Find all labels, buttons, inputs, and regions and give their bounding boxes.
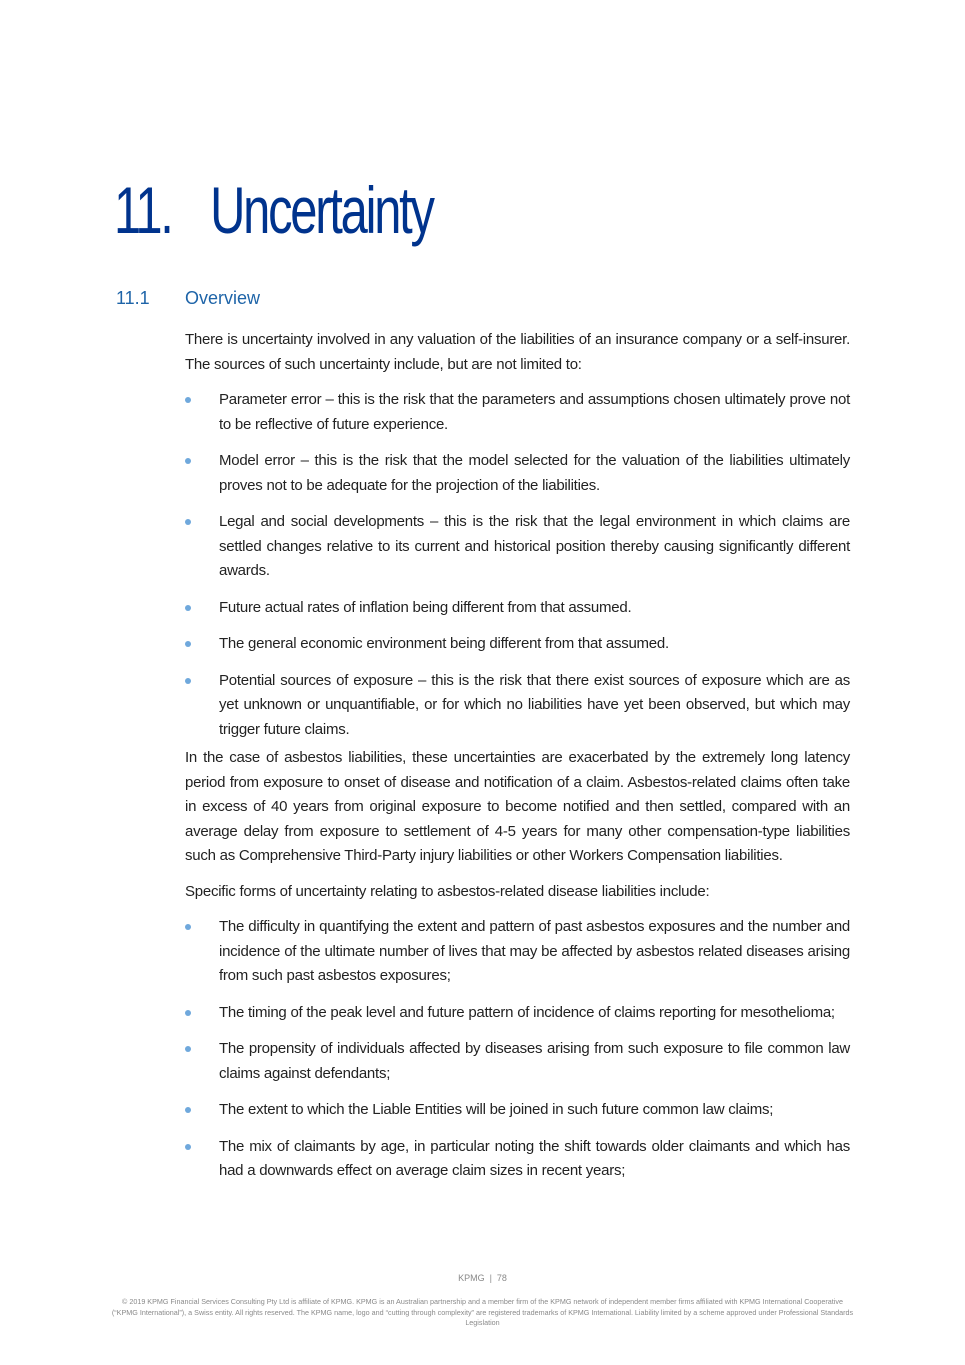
list-item: The general economic environment being different from that assumed. — [185, 632, 850, 657]
list-item: The timing of the peak level and future pattern of incidence of claims reporting for mesothelioma; — [185, 1001, 850, 1026]
page-title — [114, 173, 433, 248]
bullet-icon — [185, 1046, 191, 1052]
body-content — [185, 328, 850, 1196]
chapter-number: 11. — [114, 173, 172, 248]
section-number: 11.1 — [116, 288, 150, 308]
bullet-icon — [185, 458, 191, 464]
list-item: Model error – this is the risk that the model selected for the valuation of the liabilities ultimately proves not to be adequate for the projection of the liabilities. — [185, 449, 850, 498]
asbestos-paragraph: In the case of asbestos liabilities, these uncertainties are exacerbated by the extremely long latency period from exposure to onset of disease and notification of a claim. Asbestos-related claims often take in excess of 40 years from original exposure to become notified and then settled, compared with an average delay from exposure to settlement of 4-5 years for many other compensation-type liabilities such as Comprehensive Third-Party injury liabilities or other Workers Compensation liabilities. — [185, 749, 850, 864]
section-title: Overview — [185, 288, 261, 308]
intro-paragraph: There is uncertainty involved in any valuation of the liabilities of an insurance company or a self-insurer. The sources of such uncertainty include, but are not limited to: — [185, 331, 850, 373]
bullet-icon — [185, 1144, 191, 1150]
bullet-icon — [185, 605, 191, 611]
list-item: The difficulty in quantifying the extent and pattern of past asbestos exposures and the number and incidence of the ultimate number of lives that may be affected by asbestos related diseases arising from such past asbestos exposures; — [185, 915, 850, 989]
chapter-title: Uncertainty — [210, 173, 433, 248]
specific-intro-paragraph: Specific forms of uncertainty relating to asbestos-related disease liabilities include: — [185, 882, 710, 900]
asbestos-uncertainty-list — [185, 915, 850, 1184]
bullet-icon — [185, 678, 191, 684]
bullet-icon — [185, 1107, 191, 1113]
bullet-icon — [185, 397, 191, 403]
list-item: Future actual rates of inflation being different from that assumed. — [185, 596, 850, 621]
page-number: KPMG | 78 — [458, 1273, 507, 1283]
legal-notice: © 2019 KPMG Financial Services Consulting Pty Ltd is affiliate of KPMG. KPMG is an Australian partnership and a member firm of the KPMG network of independent member firms affiliated with KPMG International Cooperative (“KPMG International”), a Swiss entity. All rights reserved. The KPMG name, logo and “cutting through complexity” are registered trademarks of KPMG International. Liability limited by a scheme approved under Professional Standards Legislation — [111, 1297, 854, 1327]
uncertainty-sources-list — [185, 388, 850, 742]
list-item: Potential sources of exposure – this is the risk that there exist sources of exposure which are as yet unknown or unquantifiable, or for which no liabilities have yet been observed, but which may trigger future claims. — [185, 669, 850, 743]
list-item: The extent to which the Liable Entities will be joined in such future common law claims; — [185, 1098, 850, 1123]
list-item: The propensity of individuals affected by diseases arising from such exposure to file common law claims against defendants; — [185, 1037, 850, 1086]
bullet-icon — [185, 924, 191, 930]
bullet-icon — [185, 641, 191, 647]
list-item: Parameter error – this is the risk that the parameters and assumptions chosen ultimately prove not to be reflective of future experience. — [185, 388, 850, 437]
list-item: Legal and social developments – this is the risk that the legal environment in which claims are settled changes relative to its current and historical position thereby causing significantly different awards. — [185, 510, 850, 584]
list-item: The mix of claimants by age, in particular noting the shift towards older claimants and which has had a downwards effect on average claim sizes in recent years; — [185, 1135, 850, 1184]
bullet-icon — [185, 1010, 191, 1016]
section-heading — [116, 287, 260, 309]
bullet-icon — [185, 519, 191, 525]
